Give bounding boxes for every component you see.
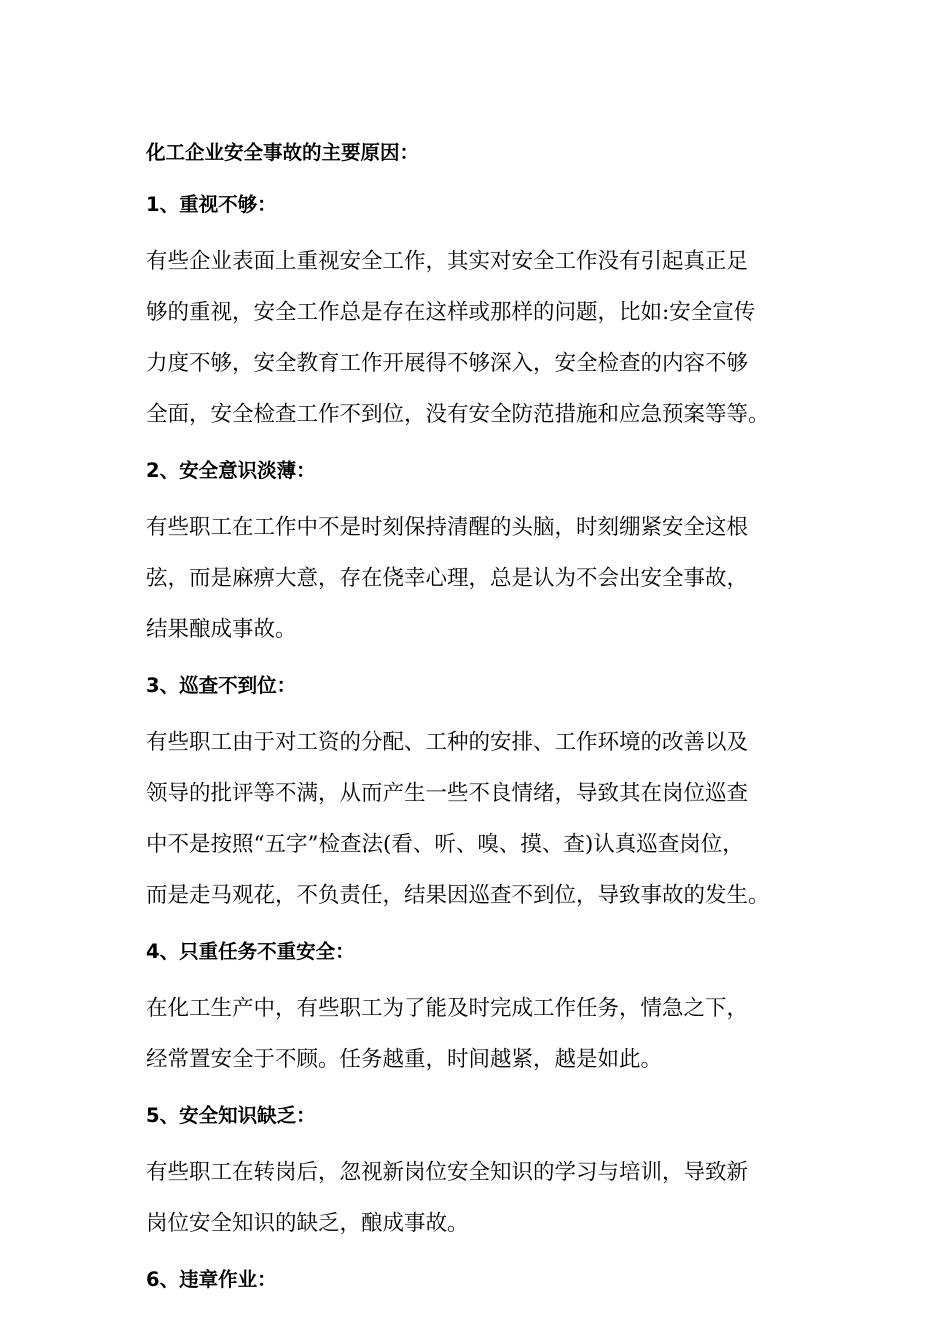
section-heading-5: 5、安全知识缺乏：	[146, 1104, 316, 1127]
section-body-4	[146, 983, 816, 1085]
paragraph-line: 岗位安全知识的缺乏，酿成事故。	[146, 1211, 469, 1236]
paragraph-line: 而是走马观花，不负责任，结果因巡查不到位，导致事故的发生。	[146, 883, 770, 908]
paragraph-line: 有些职工在转岗后，忽视新岗位安全知识的学习与培训，导致新	[146, 1160, 749, 1185]
paragraph-line: 全面，安全检查工作不到位，没有安全防范措施和应急预案等等。	[146, 402, 770, 427]
section-body-1	[146, 236, 816, 440]
paragraph-line: 中不是按照“五字”检查法(看、听、嗅、摸、查)认真巡查岗位，	[146, 832, 744, 857]
section-heading-2: 2、安全意识淡薄：	[146, 459, 316, 482]
paragraph-line: 够的重视，安全工作总是存在这样或那样的问题，比如:安全宣传	[146, 300, 756, 325]
section-heading-4: 4、只重任务不重安全：	[146, 940, 355, 963]
section-body-5	[146, 1147, 816, 1249]
paragraph-line: 领导的批评等不满，从而产生一些不良情绪，导致其在岗位巡查	[146, 781, 749, 806]
paragraph-line: 经常置安全于不顾。任务越重，时间越紧，越是如此。	[146, 1047, 663, 1072]
section-body-3	[146, 717, 816, 921]
document-body	[146, 132, 816, 1311]
paragraph-line: 有些企业表面上重视安全工作，其实对安全工作没有引起真正足	[146, 249, 749, 274]
section-heading-1: 1、重视不够：	[146, 193, 277, 216]
paragraph-line: 力度不够，安全教育工作开展得不够深入，安全检查的内容不够	[146, 351, 749, 376]
paragraph-line: 结果酿成事故。	[146, 617, 297, 642]
section-heading-3: 3、巡查不到位：	[146, 674, 297, 697]
paragraph-line: 弦，而是麻痹大意，存在侥幸心理，总是认为不会出安全事故，	[146, 566, 749, 591]
paragraph-line: 有些职工在工作中不是时刻保持清醒的头脑，时刻绷紧安全这根	[146, 515, 749, 540]
section-heading-6: 6、违章作业：	[146, 1268, 277, 1291]
paragraph-line: 在化工生产中，有些职工为了能及时完成工作任务，情急之下，	[146, 996, 749, 1021]
document-title: 化工企业安全事故的主要原因：	[146, 141, 420, 164]
paragraph-line: 有些职工由于对工资的分配、工种的安排、工作环境的改善以及	[146, 730, 749, 755]
section-body-2	[146, 502, 816, 655]
